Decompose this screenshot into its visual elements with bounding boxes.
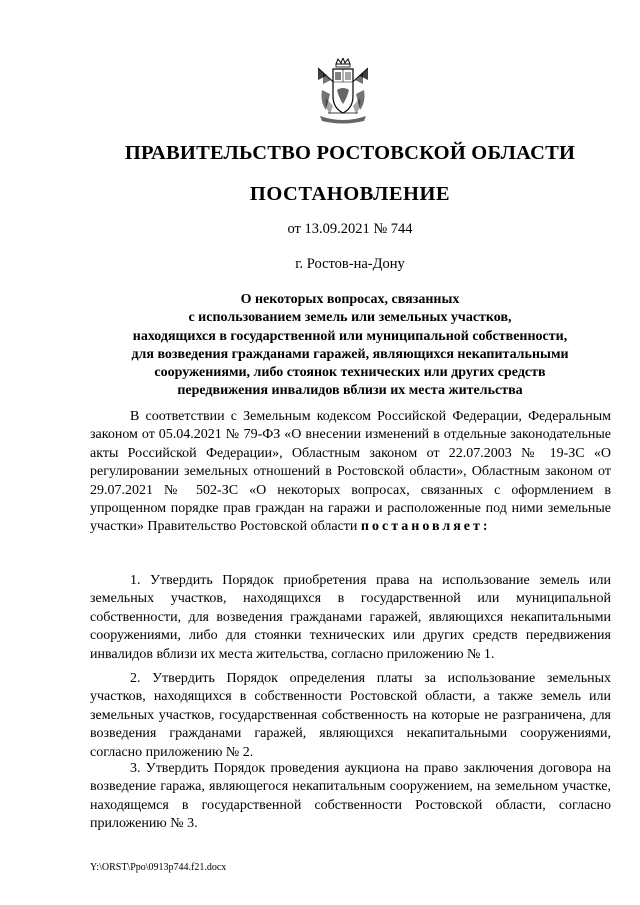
document-type-title: ПОСТАНОВЛЕНИЕ	[249, 183, 451, 205]
item-text: 3. Утвердить Порядок проведения аукциона на право заключения договора на возведение гаража, являющегося некапитальным сооружением, на земельном участке, находящемся в государственной собственности Ростовской области, согласно приложению № 3.	[90, 761, 611, 832]
city-line: г. Ростов-на-Дону	[295, 256, 405, 272]
item-paragraph-2	[90, 670, 611, 762]
preamble-text: В соответствии с Земельным кодексом Российской Федерации, Федеральным законом от 05.04.2021 № 79-ФЗ «О внесении изменений в отдельные законодательные акты Российской Федерации», Областным законом от 22.07.2003 № 19-ЗС «О регулировании земельных отношений в Ростовской области», Областным законом от 29.07.2021 № 502-ЗС «О некоторых вопросах, связанных с оформлением в упрощенном порядке прав граждан на гаражи и расположенные под ними земельные участки» Правительство Ростовской области	[90, 409, 611, 535]
subject-line: для возведения гражданами гаражей, являющихся некапитальными	[131, 346, 569, 362]
document-subject	[90, 291, 610, 401]
coat-of-arms-icon	[314, 58, 372, 126]
item-paragraph-1	[90, 572, 611, 664]
date-number-line: от 13.09.2021 № 744	[287, 221, 413, 237]
subject-line: с использованием земель или земельных участков,	[188, 310, 512, 326]
government-title: ПРАВИТЕЛЬСТВО РОСТОВСКОЙ ОБЛАСТИ	[124, 142, 576, 164]
preamble-paragraph	[90, 408, 611, 537]
subject-line: находящихся в государственной или муниципальной собственности,	[132, 328, 568, 344]
file-path-footer: Y:\ORST\Ppo\0913p744.f21.docx	[90, 862, 227, 873]
item-paragraph-3	[90, 760, 611, 834]
subject-line: сооружениями, либо стоянок технических или других средств	[154, 365, 546, 381]
subject-line: передвижения инвалидов вблизи их места жительства	[177, 383, 523, 399]
item-text: 1. Утвердить Порядок приобретения права на использование земель или земельных участков, находящихся в государственной или муниципальной собственности, для возведения гражданами гаражей, являющихся некапитальными сооружениями, либо для стоянки технических или других средств передвижения инвалидов вблизи их места жительства, согласно приложению № 1.	[90, 573, 611, 662]
resolves-word: постановляет:	[360, 519, 491, 535]
subject-line: О некоторых вопросах, связанных	[240, 292, 460, 307]
item-text: 2. Утвердить Порядок определения платы за использование земельных участков, находящихся в собственности Ростовской области, а также земель или земельных участков, государственная собственность на которые не разграничена, для возведения гражданами гаражей, являющихся некапитальными сооружениями, согласно приложению № 2.	[90, 671, 611, 760]
